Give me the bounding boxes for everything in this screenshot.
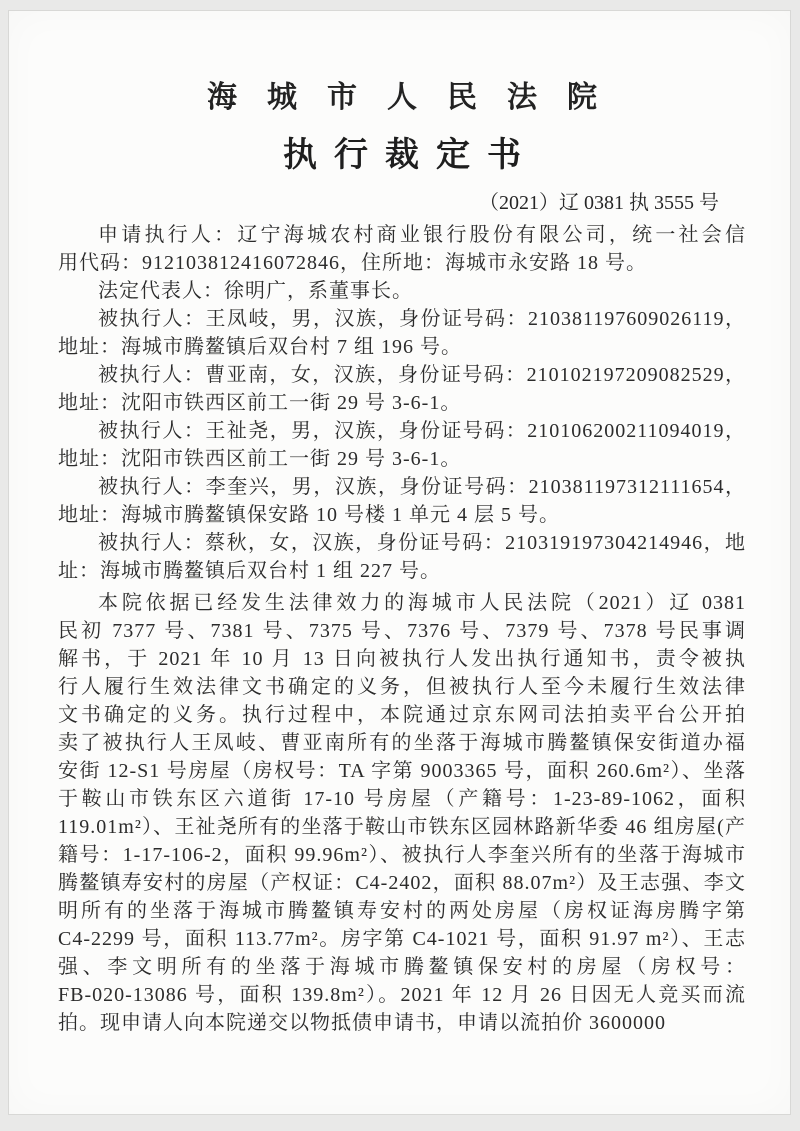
paragraph-respondent-3 (58, 417, 746, 473)
paragraph-respondent-5 (58, 529, 746, 585)
body-line: 被执行人：王祉尧，男，汉族，身份证号码：210106200211094019， (98, 420, 746, 442)
body-line: 址：海城市腾鳌镇后双台村 1 组 227 号。 (58, 560, 441, 582)
body-line: 文书确定的义务。执行过程中，本院通过京东网司法拍卖平台公开拍 (58, 704, 746, 726)
paragraph-main-body (58, 589, 746, 1037)
paragraph-respondent-1 (58, 305, 746, 361)
body-line: 拍。现申请人向本院递交以物抵债申请书，申请以流拍价 3600000 (58, 1012, 666, 1034)
body-line: 明所有的坐落于海城市腾鳌镇寿安村的两处房屋（房权证海房腾字第 (58, 900, 746, 922)
paragraph-respondent-4 (58, 473, 746, 529)
body-line: 地址：沈阳市铁西区前工一街 29 号 3-6-1。 (58, 448, 462, 470)
body-line: 被执行人：李奎兴，男，汉族，身份证号码：210381197312111654， (98, 476, 746, 498)
document-page (8, 10, 791, 1115)
body-line: 申请执行人：辽宁海城农村商业银行股份有限公司，统一社会信 (98, 224, 746, 246)
body-line: 法定代表人：徐明广，系董事长。 (98, 280, 413, 302)
body-line: 用代码：912103812416072846，住所地：海城市永安路 18 号。 (58, 252, 647, 274)
body-line: 籍号：1-17-106-2，面积 99.96m²）、被执行人李奎兴所有的坐落于海城市 (58, 844, 746, 866)
body-line: 于鞍山市铁东区六道街 17-10 号房屋（产籍号：1-23-89-1062，面积 (58, 788, 746, 810)
document-title: 执行裁定书 (283, 137, 538, 174)
paragraph-respondent-2 (58, 361, 746, 417)
body-line: 解书，于 2021 年 10 月 13 日向被执行人发出执行通知书，责令被执 (58, 648, 746, 670)
body-line: 腾鳌镇寿安村的房屋（产权证：C4-2402，面积 88.07m²）及王志强、李文 (58, 872, 746, 894)
court-name: 海城市人民法院 (207, 81, 627, 114)
body-line: 地址：海城市腾鳌镇保安路 10 号楼 1 单元 4 层 5 号。 (58, 504, 560, 526)
paragraph-applicant (58, 221, 746, 277)
body-line: 119.01m²）、王祉尧所有的坐落于鞍山市铁东区园林路新华委 46 组房屋(产 (58, 816, 746, 838)
case-number: （2021）辽 0381 执 3555 号 (479, 192, 719, 214)
body-line: 行人履行生效法律文书确定的义务，但被执行人至今未履行生效法律 (58, 676, 746, 698)
body-line: C4-2299 号，面积 113.77m²。房字第 C4-1021 号，面积 91.97 m²）、王志 (58, 928, 746, 950)
body-line: 强、李文明所有的坐落于海城市腾鳌镇保安村的房屋（房权号： (58, 956, 746, 978)
body-line: 地址：沈阳市铁西区前工一街 29 号 3-6-1。 (58, 392, 462, 414)
body-line: 被执行人：蔡秋，女，汉族，身份证号码：210319197304214946，地 (98, 532, 746, 554)
paragraph-legal-representative (58, 277, 746, 305)
document-content (9, 11, 790, 1037)
body-line: 安街 12-S1 号房屋（房权号：TA 字第 9003365 号，面积 260.6m²）、坐落 (58, 760, 746, 782)
body-line: 被执行人：王凤岐，男，汉族，身份证号码：210381197609026119， (98, 308, 746, 330)
body-line: 被执行人：曹亚南，女，汉族，身份证号码：210102197209082529， (98, 364, 746, 386)
body-line: FB-020-13086 号，面积 139.8m²）。2021 年 12 月 26 日因无人竞买而流 (58, 984, 746, 1006)
body-line: 卖了被执行人王凤岐、曹亚南所有的坐落于海城市腾鳌镇保安街道办福 (58, 732, 746, 754)
body-line: 民初 7377 号、7381 号、7375 号、7376 号、7379 号、7378 号民事调 (58, 620, 746, 642)
body-line: 本院依据已经发生法律效力的海城市人民法院（2021）辽 0381 (98, 592, 746, 614)
body-line: 地址：海城市腾鳌镇后双台村 7 组 196 号。 (58, 336, 462, 358)
